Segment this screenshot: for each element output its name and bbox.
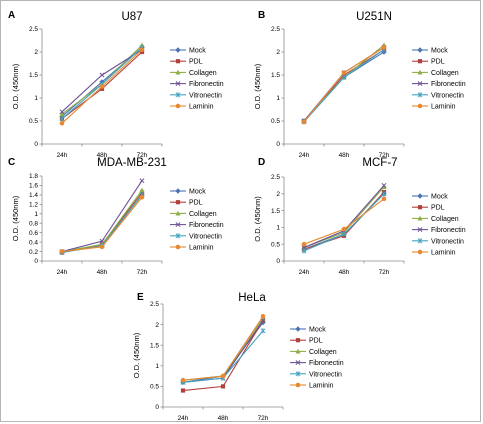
chart-title: U251N [356, 11, 392, 23]
legend-marker [295, 326, 300, 331]
data-point [140, 47, 145, 52]
legend-marker [296, 338, 300, 342]
legend-marker [175, 47, 180, 52]
legend-marker [175, 188, 180, 193]
series-laminin [60, 47, 145, 125]
legend-label: Laminin [189, 103, 214, 111]
legend-item [412, 81, 466, 88]
y-tick-label: 2 [276, 191, 280, 198]
legend-item [170, 211, 217, 218]
legend-item [290, 349, 337, 356]
legend-item [412, 92, 464, 99]
y-tick-label: 0.8 [28, 220, 38, 228]
y-axis-label: O.D. (450nm) [11, 195, 20, 242]
y-tick-label: 0.6 [28, 229, 38, 237]
data-point [100, 245, 105, 250]
legend-label: Collagen [189, 69, 217, 77]
legend-marker [176, 104, 181, 109]
legend-item [170, 222, 224, 229]
series-line [304, 194, 384, 249]
legend-marker [176, 200, 180, 204]
chart-title: MDA-MB-231 [97, 157, 167, 169]
data-point [140, 179, 144, 183]
legend-marker [296, 383, 301, 388]
legend-label: Vitronectin [189, 92, 222, 100]
y-tick-label: 2.5 [28, 26, 38, 34]
legend-item [170, 47, 206, 54]
legend-label: Collagen [431, 69, 459, 77]
legend-item [290, 383, 334, 390]
x-tick-label: 72h [136, 269, 148, 276]
legend-label: PDL [309, 337, 323, 345]
series-laminin [181, 314, 266, 382]
legend-label: Collagen [189, 210, 217, 218]
legend-label: Fibronectin [431, 227, 466, 235]
data-point [181, 388, 185, 392]
data-point [181, 378, 186, 383]
data-point [302, 242, 307, 247]
chart-panel-d [253, 157, 466, 276]
panel-letter: B [258, 10, 266, 21]
panel-letter: C [8, 157, 16, 168]
y-tick-label: 1 [155, 363, 159, 370]
chart-title: HeLa [238, 292, 266, 304]
y-tick-label: 1.5 [28, 72, 38, 80]
data-point [342, 70, 347, 75]
legend-label: Collagen [309, 348, 337, 356]
legend-label: Laminin [309, 382, 334, 390]
y-tick-label: 2.5 [270, 174, 280, 182]
chart-panel-b [253, 10, 466, 159]
y-tick-label: 2.5 [270, 26, 280, 34]
y-tick-label: 2 [155, 321, 159, 329]
legend-item [170, 81, 224, 88]
y-tick-label: 1 [34, 95, 38, 103]
legend-marker [418, 250, 423, 255]
legend-marker [418, 104, 423, 109]
y-tick-label: 0.5 [270, 241, 280, 249]
panel-letter: E [137, 292, 144, 303]
series-line [304, 185, 384, 247]
x-tick-label: 72h [378, 152, 390, 159]
series-line [304, 50, 384, 122]
series-line [183, 323, 263, 383]
legend [412, 47, 466, 110]
y-tick-label: 0.4 [28, 239, 38, 247]
legend-item [170, 59, 203, 66]
y-tick-label: 0 [34, 258, 38, 266]
legend-item [290, 371, 342, 378]
legend-item [170, 188, 206, 195]
data-point [100, 73, 104, 77]
x-tick-label: 72h [257, 415, 269, 422]
x-tick-label: 24h [298, 269, 310, 276]
data-point [302, 120, 307, 125]
y-tick-label: 0.5 [270, 118, 280, 126]
legend-item [170, 70, 217, 77]
legend [170, 47, 224, 110]
legend-label: PDL [189, 58, 203, 66]
data-point [100, 84, 105, 89]
legend-label: PDL [431, 58, 445, 66]
y-axis-label: O.D. (450nm) [253, 196, 262, 242]
x-tick-label: 48h [338, 269, 350, 276]
y-tick-label: 2 [34, 49, 38, 57]
x-tick-label: 48h [96, 152, 108, 159]
y-tick-label: 0 [276, 258, 280, 266]
data-point [140, 187, 145, 192]
legend-label: Collagen [431, 215, 459, 223]
data-point [382, 45, 387, 50]
legend-marker [418, 59, 422, 63]
legend-item [170, 92, 222, 99]
y-tick-label: 1.5 [149, 342, 159, 350]
legend-item [412, 47, 448, 54]
legend-label: Vitronectin [189, 233, 222, 241]
legend-marker [417, 193, 422, 198]
legend-item [412, 205, 445, 212]
y-tick-label: 1.4 [28, 192, 38, 200]
legend-label: Mock [189, 47, 206, 55]
y-tick-label: 1 [276, 95, 280, 103]
legend-item [412, 216, 459, 223]
legend-item [170, 245, 214, 252]
y-tick-label: 0 [34, 141, 38, 149]
y-tick-label: 0 [155, 404, 159, 412]
legend-item [170, 104, 214, 111]
data-point [261, 328, 265, 333]
x-tick-label: 72h [136, 152, 148, 159]
legend-label: Laminin [189, 244, 214, 252]
y-axis-label: O.D. (450nm) [11, 63, 20, 110]
panel-letter: A [8, 10, 16, 21]
legend-label: Mock [431, 193, 448, 201]
legend-item [290, 326, 326, 333]
series-line [183, 318, 263, 380]
data-point [60, 121, 65, 126]
y-tick-label: 1 [34, 210, 38, 218]
legend-label: Mock [189, 188, 206, 196]
y-tick-label: 0 [276, 141, 280, 149]
legend-label: PDL [431, 204, 445, 212]
chart-panel-c [8, 157, 224, 276]
x-tick-label: 72h [378, 269, 390, 276]
legend-label: Vitronectin [431, 238, 464, 246]
legend-item [290, 338, 323, 345]
series-line [304, 50, 384, 121]
legend-marker [176, 245, 181, 250]
y-tick-label: 1.2 [28, 201, 38, 209]
legend-label: Vitronectin [309, 371, 342, 379]
legend-label: Laminin [431, 103, 456, 111]
data-point [140, 195, 145, 200]
chart-panel-a [8, 10, 224, 159]
legend-item [170, 233, 222, 240]
x-tick-label: 48h [338, 152, 350, 159]
series-line [304, 187, 384, 247]
y-tick-label: 1 [276, 224, 280, 232]
data-point [261, 314, 266, 319]
legend-marker [417, 47, 422, 52]
legend-label: Fibronectin [189, 222, 224, 230]
legend-item [412, 238, 464, 245]
data-point [60, 249, 65, 254]
data-point [221, 374, 226, 379]
y-tick-label: 1.5 [270, 72, 280, 80]
data-point [342, 227, 347, 232]
legend-label: PDL [189, 199, 203, 207]
legend-item [412, 59, 445, 66]
y-tick-label: 0.5 [28, 118, 38, 126]
y-tick-label: 1.5 [270, 207, 280, 215]
series-line [183, 320, 263, 382]
panel-letter: D [258, 157, 266, 168]
legend-label: Fibronectin [431, 81, 466, 89]
chart-panel-e [132, 292, 344, 422]
legend [170, 188, 224, 251]
legend-label: Mock [309, 326, 326, 334]
chart-title: MCF-7 [362, 157, 398, 169]
y-tick-label: 1.8 [28, 173, 38, 181]
data-point [221, 384, 225, 388]
y-tick-label: 1.6 [28, 182, 38, 190]
legend-item [412, 227, 466, 234]
legend-marker [418, 205, 422, 209]
legend-label: Mock [431, 47, 448, 55]
series-line [304, 45, 384, 121]
legend-marker [176, 59, 180, 63]
legend [412, 193, 466, 256]
legend-label: Vitronectin [431, 92, 464, 100]
legend-label: Fibronectin [309, 360, 344, 368]
y-tick-label: 0.5 [149, 383, 159, 391]
legend-item [412, 104, 456, 111]
legend [290, 326, 344, 389]
legend-item [170, 200, 203, 207]
y-tick-label: 2 [276, 49, 280, 57]
x-tick-label: 48h [217, 415, 229, 422]
legend-label: Fibronectin [189, 81, 224, 89]
legend-label: Laminin [431, 249, 456, 257]
data-point [382, 197, 387, 202]
x-tick-label: 24h [298, 152, 310, 159]
series-collagen [181, 316, 266, 383]
x-tick-label: 24h [177, 415, 189, 422]
chart-title: U87 [121, 11, 143, 23]
y-tick-label: 0.2 [28, 248, 38, 256]
legend-item [412, 70, 459, 77]
legend-item [290, 360, 344, 367]
y-axis-label: O.D. (450nm) [132, 332, 141, 379]
y-tick-label: 2.5 [149, 301, 159, 309]
x-tick-label: 48h [96, 269, 108, 276]
y-axis-label: O.D. (450nm) [253, 63, 262, 110]
series-mock [301, 49, 386, 123]
series-line [304, 52, 384, 121]
series-line [183, 316, 263, 380]
x-tick-label: 24h [56, 152, 68, 159]
series-vitronectin [302, 191, 386, 253]
x-tick-label: 24h [56, 269, 68, 276]
legend-item [412, 193, 448, 200]
legend-item [412, 250, 456, 257]
